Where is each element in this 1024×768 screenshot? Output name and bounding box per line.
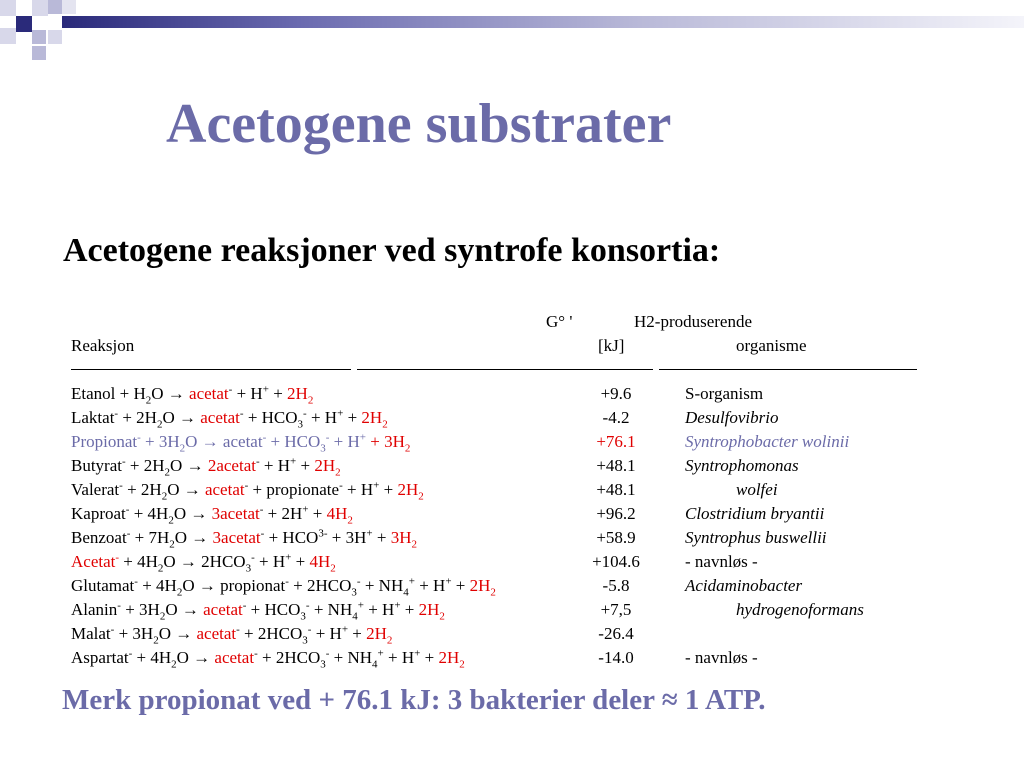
equation-token: 3 (320, 442, 326, 455)
equation-token: 2 (153, 634, 159, 647)
equation-token: - (255, 455, 260, 468)
reaction-equation (71, 550, 336, 574)
equation-token: + H (254, 552, 286, 571)
energy-value: +58.9 (596, 528, 636, 547)
equation-token: acetat (203, 600, 243, 619)
organism-name: Syntrophomonas (685, 456, 799, 475)
table-header-row-1 (71, 310, 971, 334)
equation-token: 2 (411, 538, 417, 551)
equation-token: - (260, 527, 265, 540)
equation-token: 2 (404, 442, 411, 455)
reaction-equation (71, 574, 496, 598)
divider-line (659, 369, 917, 370)
equation-token: Butyrat (71, 456, 122, 475)
equation-token: + HCO (264, 528, 319, 547)
equation-token: + NH (329, 648, 373, 667)
energy-value: +104.6 (592, 552, 640, 571)
equation-token: 2 (171, 658, 177, 671)
table-header-row-2 (71, 334, 971, 358)
energy-value: +7,5 (600, 600, 632, 619)
equation-token: 4 (403, 586, 409, 599)
equation-token: + 3H (120, 600, 160, 619)
equation-token: + 2HCO (239, 624, 303, 643)
equation-token: + NH (360, 576, 404, 595)
equation-token: 2H (361, 408, 383, 427)
equation-token: - (119, 479, 123, 492)
equation-token: O → (173, 504, 212, 523)
equation-token: + 2H (118, 408, 157, 427)
equation-token: 2 (164, 466, 171, 479)
equation-token: + H (232, 384, 263, 403)
equation-token: 3- (318, 527, 328, 540)
header-gradient-bar (62, 16, 1024, 28)
equation-token: + (357, 599, 364, 612)
equation-token: + propionate (248, 480, 340, 499)
equation-token: - (251, 551, 255, 564)
equation-token: + (285, 551, 292, 564)
equation-token: + 4H (129, 504, 169, 523)
equation-token: - (117, 599, 121, 612)
equation-token: 3 (300, 610, 306, 623)
table-row (71, 550, 971, 574)
reaction-equation (71, 478, 424, 502)
equation-token: + H (383, 648, 415, 667)
equation-token: + NH (309, 600, 353, 619)
reaction-equation (71, 502, 353, 526)
equation-token: + 3H (114, 624, 154, 643)
equation-token: - (339, 479, 343, 492)
slide-title: Acetogene substrater (166, 93, 672, 155)
equation-token: + HCO (243, 408, 298, 427)
equation-token: 3H (390, 528, 412, 547)
equation-token: 2 (169, 538, 175, 551)
equation-token: - (285, 575, 289, 588)
reaction-equation (71, 382, 313, 406)
equation-token: + (372, 528, 391, 547)
organism-name: S-organism (685, 384, 764, 403)
slide-subtitle: Acetogene reaksjoner ved syntrofe konsortia: (63, 232, 721, 269)
equation-token: 2 (168, 514, 174, 527)
equation-token: + 2H (125, 456, 165, 475)
equation-token: 2H (287, 384, 308, 403)
energy-value: +48.1 (596, 456, 636, 475)
equation-token: + (373, 479, 380, 492)
reaction-equation (71, 622, 392, 646)
equation-token: + (451, 576, 470, 595)
equation-token: acetat (189, 384, 229, 403)
organism-name: - navnløs - (685, 552, 758, 571)
equation-token: O → (158, 624, 197, 643)
equation-token: O → (167, 480, 205, 499)
reaction-equation (71, 526, 417, 550)
equation-token: Acetat (71, 552, 116, 571)
equation-token: + 3H (365, 432, 405, 451)
equation-token: 3 (297, 418, 304, 431)
equation-token: + (420, 648, 439, 667)
equation-token: - (239, 407, 244, 420)
table-row (71, 406, 971, 430)
equation-token: O → (174, 528, 213, 547)
equation-token: + H (414, 576, 446, 595)
table-row (71, 598, 971, 622)
equation-token: + H (342, 480, 374, 499)
equation-token: 2 (176, 586, 183, 599)
equation-token: + (262, 383, 269, 396)
equation-token: + HCO (266, 432, 321, 451)
table-row (71, 622, 971, 646)
equation-token: - (244, 479, 249, 492)
energy-header: G° ' (546, 312, 573, 331)
equation-token: + 2HCO (288, 576, 352, 595)
table-row (71, 454, 971, 478)
equation-token: + (414, 647, 421, 660)
energy-value: +76.1 (596, 432, 636, 451)
energy-value: -4.2 (602, 408, 630, 427)
equation-token: 3 (351, 586, 357, 599)
equation-token: acetat (204, 480, 245, 499)
equation-token: Valerat (71, 480, 120, 499)
divider-line (357, 369, 653, 370)
equation-token: + (290, 455, 297, 468)
equation-token: + 3H (140, 432, 180, 451)
equation-token: 2 (145, 394, 152, 407)
equation-token: + (337, 407, 344, 420)
equation-token: Malat (71, 624, 111, 643)
equation-token: 4H (326, 504, 348, 523)
organism-name: Syntrophobacter wolinii (685, 432, 850, 451)
footer-note: Merk propionat ved + 76.1 kJ: 3 bakterier deler ≈ 1 ATP. (62, 684, 766, 716)
equation-token: - (254, 647, 258, 660)
equation-token: 2 (157, 562, 164, 575)
energy-value: -14.0 (598, 648, 634, 667)
organism-name: hydrogenoformans (736, 600, 864, 619)
equation-token: - (228, 383, 233, 396)
equation-token: 4 (372, 658, 378, 671)
equation-token: O → propionat (182, 576, 286, 595)
table-row (71, 478, 971, 502)
table-row (71, 646, 971, 670)
table-row (71, 526, 971, 550)
equation-token: - (242, 599, 247, 612)
equation-token: + (348, 624, 367, 643)
reaction-equation (71, 454, 341, 478)
equation-token: 2 (335, 466, 341, 479)
equation-token: 2 (307, 394, 314, 407)
equation-token: 2H (438, 648, 460, 667)
equation-token: 2H (469, 576, 491, 595)
equation-token: + (291, 552, 310, 571)
energy-value: +48.1 (596, 480, 636, 499)
equation-token: - (325, 647, 330, 660)
equation-token: 2 (386, 634, 393, 647)
equation-token: - (137, 431, 141, 444)
energy-value: +96.2 (596, 504, 636, 523)
reaction-equation (71, 598, 445, 622)
equation-token: + (366, 527, 373, 540)
equation-token: O → (170, 456, 208, 475)
equation-token: + (343, 408, 362, 427)
equation-token: + H (363, 600, 395, 619)
equation-token: 2 (159, 610, 166, 623)
equation-token: acetat (214, 648, 255, 667)
table-row (71, 502, 971, 526)
equation-token: 2 (161, 490, 168, 503)
equation-token: Laktat (71, 408, 115, 427)
equation-token: + H (306, 408, 338, 427)
equation-token: - (114, 407, 119, 420)
equation-token: 2 (490, 586, 496, 599)
equation-token: 2 (347, 514, 353, 527)
divider-line (71, 369, 351, 370)
equation-token: 2 (459, 658, 465, 671)
equation-token: Benzoat (71, 528, 127, 547)
reaction-equation (71, 430, 410, 454)
equation-token: 2H (314, 456, 336, 475)
equation-token: O → (162, 408, 201, 427)
table-row (71, 430, 971, 454)
equation-token: 3 (245, 562, 252, 575)
table-row (71, 382, 971, 406)
equation-token: - (305, 599, 310, 612)
equation-token: 2 (439, 610, 445, 623)
equation-token: + 3H (327, 528, 367, 547)
equation-token: + H (259, 456, 291, 475)
equation-token: Glutamat (71, 576, 135, 595)
equation-token: - (303, 407, 307, 420)
equation-token: 3acetat (211, 504, 260, 523)
equation-token: 2H (397, 480, 419, 499)
organism-name: Desulfovibrio (685, 408, 779, 427)
equation-token: Alanin (71, 600, 118, 619)
equation-token: 2 (179, 442, 186, 455)
equation-token: - (128, 647, 133, 660)
equation-token: + 2H (122, 480, 162, 499)
organism-name: - navnløs - (685, 648, 758, 667)
equation-token: 2 (418, 490, 424, 503)
equation-token: - (122, 455, 126, 468)
organism-name: Clostridium bryantii (685, 504, 825, 523)
organism-name: Acidaminobacter (685, 576, 803, 595)
equation-token: + (379, 480, 398, 499)
reaction-equation (71, 406, 388, 430)
equation-token: - (134, 575, 138, 588)
energy-value: -5.8 (602, 576, 630, 595)
equation-token: + (341, 623, 349, 636)
equation-token: + (296, 456, 315, 475)
organism-header: organisme (736, 336, 807, 355)
table-row (71, 574, 971, 598)
equation-token: O → (176, 648, 215, 667)
equation-token: 4 (352, 610, 358, 623)
equation-token: - (307, 623, 312, 636)
equation-token: acetat (196, 624, 237, 643)
producer-header: H2-produserende (634, 312, 753, 331)
equation-token: - (356, 575, 361, 588)
equation-token: 2H (418, 600, 440, 619)
equation-token: - (325, 431, 330, 444)
equation-token: - (126, 527, 131, 540)
equation-token: + HCO (246, 600, 301, 619)
equation-token: 3acetat (212, 528, 261, 547)
equation-token: 2 (330, 562, 336, 575)
equation-token: 2acetat (207, 456, 256, 475)
header-divider (71, 358, 971, 382)
equation-token: O → (151, 384, 190, 403)
energy-value: -26.4 (598, 624, 634, 643)
equation-token: Aspartat (71, 648, 129, 667)
organism-name: wolfei (736, 480, 778, 499)
equation-token: + (400, 600, 419, 619)
equation-token: + 2H (263, 504, 303, 523)
equation-token: Propionat (71, 432, 138, 451)
equation-token: + (268, 384, 288, 403)
equation-token: 2H (366, 624, 387, 643)
equation-token: + 4H (119, 552, 158, 571)
equation-token: + (394, 599, 401, 612)
equation-token: + (408, 575, 415, 588)
table-body (71, 382, 971, 670)
equation-token: 2 (156, 418, 163, 431)
equation-token: O → (165, 600, 204, 619)
equation-token: 4H (309, 552, 331, 571)
equation-token: 3 (302, 634, 308, 647)
equation-token: + (302, 503, 309, 516)
reaction-equation (71, 646, 465, 670)
reaction-header: Reaksjon (71, 336, 135, 355)
equation-token: - (125, 503, 130, 516)
equation-token: + 4H (132, 648, 172, 667)
equation-token: + (445, 575, 452, 588)
equation-token: O → acetat (185, 432, 263, 451)
energy-value: +9.6 (600, 384, 632, 403)
equation-token: + H (311, 624, 342, 643)
equation-token: + (377, 647, 384, 660)
energy-unit-header: [kJ] (598, 336, 625, 355)
equation-token: + 4H (137, 576, 177, 595)
equation-token: acetat (200, 408, 240, 427)
equation-token: - (115, 551, 120, 564)
equation-token: 3 (320, 658, 326, 671)
equation-token: - (236, 623, 240, 636)
equation-token: - (110, 623, 115, 636)
equation-token: Etanol + H (71, 384, 146, 403)
reaction-table (71, 310, 971, 670)
equation-token: - (262, 431, 267, 444)
equation-token: + (359, 431, 366, 444)
equation-token: O → 2HCO (163, 552, 246, 571)
equation-token: + 2HCO (257, 648, 321, 667)
equation-token: 2 (382, 418, 388, 431)
equation-token: - (259, 503, 264, 516)
equation-token: + H (329, 432, 360, 451)
equation-token: + 7H (130, 528, 170, 547)
organism-name: Syntrophus buswellii (685, 528, 827, 547)
equation-token: + (308, 504, 327, 523)
equation-token: Kaproat (71, 504, 126, 523)
